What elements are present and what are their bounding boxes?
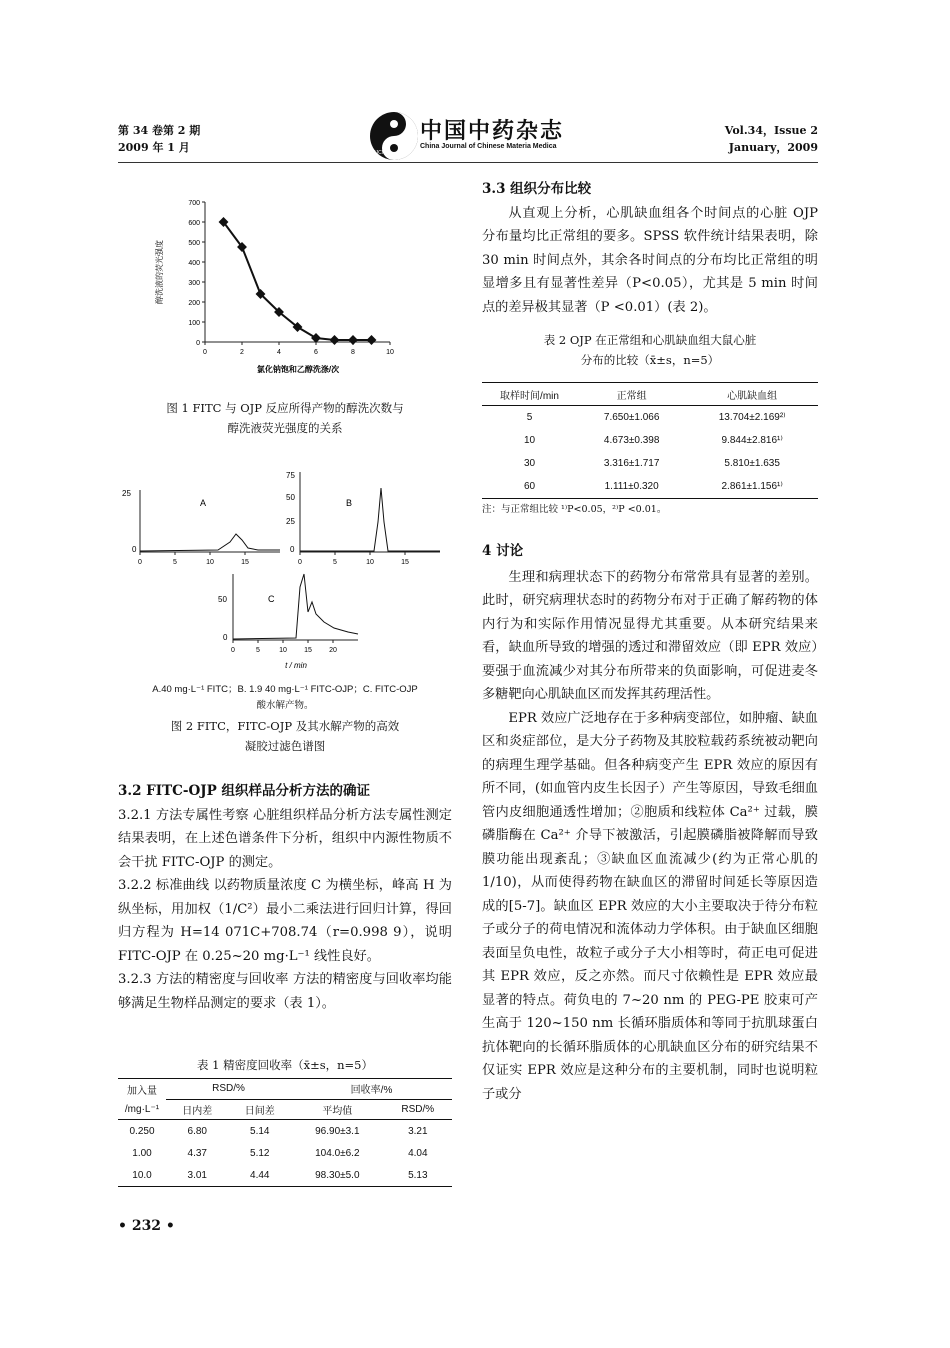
t2-cell: 10 [523, 435, 536, 446]
section-3-2-3: 3.2.3 方法的精密度与回收率 方法的精密度与回收率均能够满足生物样品测定的要求（表 1）。 [118, 972, 452, 1011]
fig2-note-line2: 酸水解产物。 [256, 700, 314, 711]
header-volume-line: 第 34 卷第 2 期 [118, 124, 201, 137]
t2-head-normal: 正常组 [616, 390, 647, 402]
table2-title [482, 330, 818, 370]
fig1-caption-line2: 醇洗液荧光强度的关系 [227, 421, 343, 435]
t2-head-time: 取样时间/min [500, 390, 559, 402]
fig1-data-point [330, 335, 340, 345]
t1-head-unit: /mg·L⁻¹ [124, 1103, 160, 1115]
fig2-note-line1: A.40 mg·L⁻¹ FITC；B. 1.9 40 mg·L⁻¹ FITC-OJP；C. FITC-OJP [152, 684, 418, 695]
logo-text: CJCMM [372, 150, 391, 156]
fig1-data-point [311, 333, 321, 343]
t1-sub-intra: 日内差 [182, 1105, 213, 1117]
fig2-xtick-label: 15 [241, 559, 249, 566]
table1 [118, 1078, 452, 1187]
fig1-xtick-label: 4 [277, 349, 281, 356]
fig1-xtick-label: 10 [386, 349, 394, 356]
section-3-2-1: 3.2.1 方法专属性考察 心脏组织样品分析方法专属性测定结果表明，在上述色谱条件下分析，组织中内源性物质不会干扰 FITC-OJP 的测定。 [118, 807, 452, 870]
t1-cell: 5.13 [408, 1169, 428, 1181]
panel-b-ytick-0: 0 [290, 545, 295, 554]
section-3-3-heading: 3.3 组织分布比较 [482, 181, 592, 197]
table2-title-line1: 表 2 OJP 在正常组和心肌缺血组大鼠心脏 [543, 333, 757, 347]
panel-c-ytick-50: 50 [218, 595, 227, 604]
t1-sub-rsd: RSD/% [401, 1103, 435, 1115]
t2-cell: 60 [523, 481, 536, 492]
table-row [118, 1142, 452, 1164]
fig2-xtick-label: 0 [231, 647, 235, 654]
t2-cell: 7.650±1.066 [603, 412, 660, 423]
section-3-3-text: 从直观上分析，心肌缺血组各个时间点的心脏 OJP 分布量均比正常组的要多。SPSS 软件统计结果表明，除 30 min 时间点外，其余各时间点的分布均比正常组的明显增多且有显著性差异（P<0.05），尤其是 5 min 时间点的差异极其显著（P <0.01）(表 2)。 [482, 205, 818, 315]
fig1-xlabel: 氯化钠饱和乙醇洗涤/次 [256, 365, 340, 374]
fig2-xtick-label: 0 [298, 559, 302, 566]
fig2-note [118, 682, 452, 714]
fig2-xtick-label: 5 [333, 559, 337, 566]
panel-a-label: A [200, 498, 207, 508]
journal-title: 中国中药杂志 [420, 118, 565, 144]
t2-cell: 2.861±1.156¹⁾ [721, 481, 783, 492]
section-3-2-2: 3.2.2 标准曲线 以药物质量浓度 C 为横坐标，峰高 H 为纵坐标，用加权（1/C²）最小二乘法进行回归计算，得回归方程为 H=14 071C+708.74（r=0.998 9），说明 FITC-OJP 在 0.25~20 mg·L⁻¹ 线性良好。 [118, 878, 452, 964]
fig1-chart [150, 192, 430, 382]
section-3-3 [482, 178, 818, 319]
t2-cell: 9.844±2.816¹⁾ [721, 435, 783, 446]
table-row [118, 1120, 452, 1143]
panel-a-ytick: 25 [122, 489, 131, 498]
panel-c-label: C [268, 594, 275, 604]
header-vol-issue: Vol.34，Issue 2 [724, 124, 818, 137]
t1-head-rec: 回收率/% [291, 1079, 452, 1100]
t1-cell: 5.12 [250, 1147, 270, 1159]
t1-sub-inter: 日间差 [244, 1105, 275, 1117]
fig1-ytick-label: 700 [188, 200, 200, 207]
section-4-heading: 4 讨论 [482, 543, 524, 559]
t1-cell: 10.0 [132, 1169, 152, 1181]
fig1-xtick-label: 6 [314, 349, 318, 356]
fig2-xtick-label: 10 [366, 559, 374, 566]
t2-cell: 5.810±1.635 [724, 458, 780, 469]
fig1-ytick-label: 400 [188, 260, 200, 267]
section-3-2-heading: 3.2 FITC-OJP 组织样品分析方法的确证 [118, 783, 370, 799]
section-4-para2: EPR 效应广泛地存在于多种病变部位，如肿瘤、缺血区和炎症部位，是大分子药物及其胶粒载药系统被动靶向的病理生理学基础。但各种病变产生 EPR 效应的原因有所不同，(如血管内皮生长因子）产生等原因，导致毛细血管内皮细胞通透性增加；②胞质和线粒体 Ca²⁺ 过载，膜磷脂酶在 Ca²⁺ 介导下被激活，引起膜磷脂被降解而导致膜功能出现紊乱；③缺血区血流减少(约为正常心肌的 1/10)，从而使得药物在缺血区的滞留时间延长等原因造成的[5-7]。缺血区 EPR 效应的大小主要取决于待分布粒子或分子的荷电情况和流体动力学体积。由于缺血区细胞表面呈负电性，故粒子或分子大小相等时，荷正电可促进其 EPR 效应，反之亦然。而尺寸依赖性是 EPR 效应最显著的特点。荷负电的 7~20 nm 的 PEG-PE 胶束可产生高于 120~150 nm 长循环脂质体和等同于抗肌球蛋白抗体靶向的长循环脂质体的心肌缺血区分布的研究结果不仅证实 EPR 效应是这种分布的主要机制，同时也说明粒子或分 [482, 710, 818, 1102]
t1-cell: 1.00 [132, 1147, 152, 1159]
table-row [482, 429, 818, 452]
t1-cell: 3.01 [187, 1169, 207, 1181]
table-row [118, 1164, 452, 1187]
fig1-ytick-label: 100 [188, 320, 200, 327]
section-4 [482, 540, 818, 1106]
t1-cell: 5.14 [250, 1125, 270, 1137]
fig2-xtick-label: 15 [304, 647, 312, 654]
panel-c-ytick-0: 0 [223, 633, 228, 642]
table-row [482, 452, 818, 475]
table-row [482, 406, 818, 430]
fig2-chromatograms [118, 462, 452, 672]
t1-cell: 0.250 [129, 1125, 155, 1137]
header-month: January，2009 [728, 141, 818, 154]
fig2-xtick-label: 10 [279, 647, 287, 654]
t1-head-added: 加入量 [127, 1085, 157, 1097]
header-date-line: 2009 年 1 月 [118, 141, 190, 154]
t2-cell: 5 [526, 412, 533, 423]
fig1-xtick-label: 2 [240, 349, 244, 356]
table2-title-line2: 分布的比较（x̄±s，n=5） [580, 353, 720, 367]
fig2-caption-line2: 凝胶过滤色谱图 [244, 739, 326, 753]
left-column-text [118, 780, 452, 1015]
t1-cell: 4.04 [408, 1147, 428, 1159]
t1-cell: 96.90±3.1 [315, 1125, 360, 1137]
fig2-xtick-label: 5 [173, 559, 177, 566]
fig1-ytick-label: 200 [188, 300, 200, 307]
t2-cell: 13.704±2.169²⁾ [718, 412, 786, 423]
panel-b-ytick-75: 75 [286, 471, 295, 480]
fig1-data-point [348, 335, 358, 345]
figure-2 [118, 462, 452, 672]
t1-sub-mean: 平均值 [322, 1105, 353, 1117]
header-volume-cn [118, 122, 200, 156]
section-4-para1: 生理和病理状态下的药物分布常常具有显著的差别。此时，研究病理状态时的药物分布对于正确了解药物的体内行为和实际作用情况显得尤其重要。从本研究结果来看，缺血所导致的增强的透过和滞留效应（即 EPR 效应）要强于血流减少对其分布所带来的负面影响，可促进麦冬多糖靶向心肌缺血区而发挥其药理活性。 [482, 569, 818, 702]
panel-b-label: B [346, 498, 353, 508]
fig1-ytick-label: 600 [188, 220, 200, 227]
panel-b-ytick-50: 50 [286, 493, 295, 502]
figure-1 [150, 192, 430, 382]
t2-cell: 3.316±1.717 [603, 458, 660, 469]
yin-yang-logo-icon [368, 108, 428, 164]
t1-head-rsd: RSD/% [166, 1079, 291, 1100]
fig1-caption-line1: 图 1 FITC 与 OJP 反应所得产物的醇洗次数与 [166, 401, 404, 415]
fig1-xtick-label: 8 [351, 349, 355, 356]
fig1-ytick-label: 300 [188, 280, 200, 287]
t2-cell: 4.673±0.398 [603, 435, 660, 446]
fig2-caption-line1: 图 2 FITC，FITC-OJP 及其水解产物的高效 [170, 719, 400, 733]
panel-a-ytick-0: 0 [132, 545, 137, 554]
t2-cell: 1.111±0.320 [604, 481, 659, 492]
t1-cell: 4.37 [187, 1147, 207, 1159]
fig2-caption [118, 716, 452, 756]
fig1-xtick-label: 0 [203, 349, 207, 356]
fig2-xtick-label: 20 [329, 647, 337, 654]
fig1-ylabel: 醇洗液的荧光强度 [155, 240, 164, 304]
fig1-ytick-label: 0 [196, 340, 200, 347]
header-volume-en [725, 122, 818, 156]
t1-cell: 4.44 [250, 1169, 270, 1181]
fig2-panel-c [218, 574, 358, 670]
fig1-caption [118, 398, 452, 438]
fig2-xtick-label: 0 [138, 559, 142, 566]
table2-note: 注：与正常组比较 ¹⁾P<0.05，²⁾P <0.01。 [482, 504, 667, 515]
t1-cell: 6.80 [187, 1125, 207, 1137]
t1-cell: 104.0±6.2 [315, 1147, 360, 1159]
table1-title: 表 1 精密度回收率（x̄±s，n=5） [196, 1058, 373, 1072]
panel-b-ytick-25: 25 [286, 517, 295, 526]
header-rule [118, 162, 818, 163]
fig1-ytick-label: 500 [188, 240, 200, 247]
table2 [482, 382, 818, 515]
fig2-panel-b [286, 471, 440, 566]
fig2-xtick-label: 10 [206, 559, 214, 566]
panel-c-xlabel: t / min [285, 661, 307, 670]
page-number: • 232 • [118, 1218, 175, 1234]
fig2-xtick-label: 15 [401, 559, 409, 566]
table-row [482, 475, 818, 499]
journal-subtitle: China Journal of Chinese Materia Medica [420, 143, 557, 150]
t1-cell: 98.30±5.0 [315, 1169, 360, 1181]
fig2-xtick-label: 5 [256, 647, 260, 654]
fig2-panel-a [122, 489, 280, 566]
t2-head-ischemia: 心肌缺血组 [727, 390, 778, 402]
t2-cell: 30 [523, 458, 536, 469]
fig1-data-point [367, 335, 377, 345]
t1-cell: 3.21 [408, 1125, 428, 1137]
